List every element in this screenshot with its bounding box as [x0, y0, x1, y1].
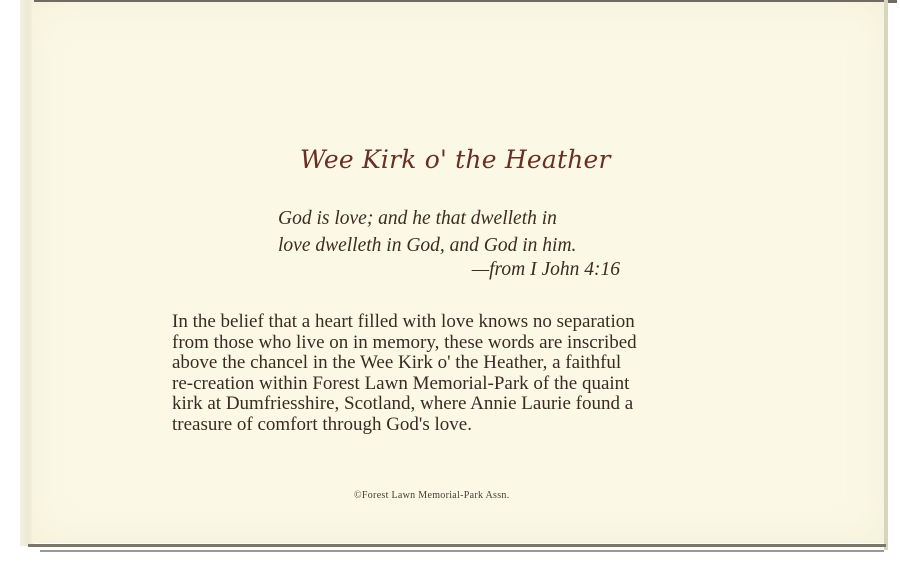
- body-line: In the belief that a heart filled with love knows no separation: [172, 311, 635, 332]
- body-line: kirk at Dumfriesshire, Scotland, where Annie Laurie found a: [172, 393, 634, 414]
- scripture-verse: [278, 205, 618, 259]
- verse-line: love dwelleth in God, and God in him.: [278, 235, 577, 256]
- copyright-notice: ©Forest Lawn Memorial-Park Assn.: [354, 490, 510, 501]
- card-right-edge: [884, 0, 888, 550]
- body-line: re-creation within Forest Lawn Memorial-Park of the quaint: [172, 372, 630, 394]
- body-line: from those who live on in memory, these words are inscribed: [172, 331, 637, 353]
- body-line: treasure of comfort through God's love.: [172, 413, 472, 435]
- card-bottom-edge: [28, 544, 886, 547]
- body-line: above the chancel in the Wee Kirk o' the Heather, a faithful: [172, 352, 622, 373]
- verse-line: God is love; and he that dwelleth in: [278, 208, 557, 229]
- card-title: Wee Kirk o' the Heather: [300, 145, 611, 174]
- card-lower-edge: [40, 550, 884, 552]
- body-paragraph: [172, 312, 752, 435]
- verse-citation: —from I John 4:16: [471, 259, 620, 280]
